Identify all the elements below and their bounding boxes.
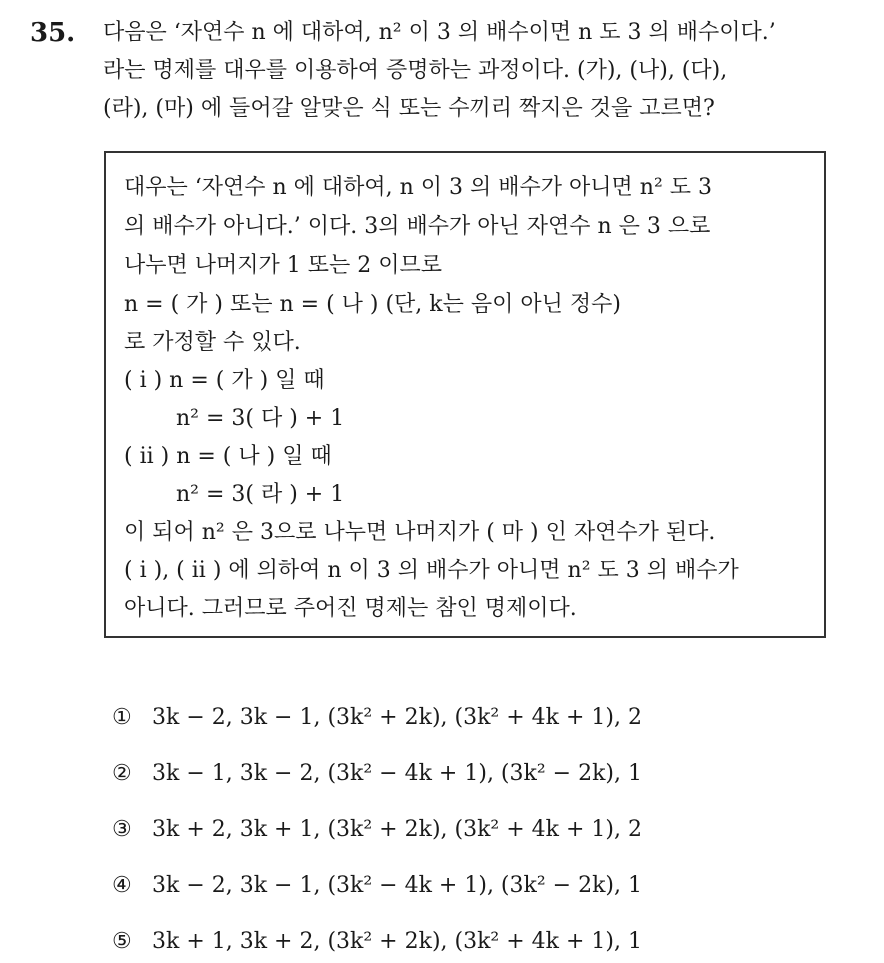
proof-equation: n² = 3( 다 ) + 1 [176,406,345,431]
answer-choice-4[interactable] [112,873,642,898]
proof-equation: n² = 3( 라 ) + 1 [176,482,345,507]
choice-text: 3k − 1, 3k − 2, (3k² − 4k + 1), (3k² − 2k), 1 [152,761,642,786]
choice-text: 3k − 2, 3k − 1, (3k² + 2k), (3k² + 4k + 1), 2 [152,705,642,730]
question-stem [103,14,873,128]
proof-line: 대우는 ‘자연수 n 에 대하여, n 이 3 의 배수가 아니면 n² 도 3 [124,175,713,200]
answer-choice-3[interactable] [112,817,642,842]
choice-number: ① [112,705,132,730]
question-line: 다음은 ‘자연수 n 에 대하여, n² 이 3 의 배수이면 n 도 3 의 배수이다.’ [103,20,776,45]
choice-text: 3k + 1, 3k + 2, (3k² + 2k), (3k² + 4k + 1), 1 [152,929,642,954]
proof-line: 나누면 나머지가 1 또는 2 이므로 [124,253,442,278]
answer-choice-1[interactable] [112,705,642,730]
proof-line: 의 배수가 아니다.’ 이다. 3의 배수가 아닌 자연수 n 은 3 으로 [124,214,711,239]
proof-case-ii: ( ii ) n = ( 나 ) 일 때 [124,444,332,469]
proof-line: ( i ), ( ii ) 에 의하여 n 이 3 의 배수가 아니면 n² 도 3 의 배수가 [124,558,739,583]
proof-line: 아니다. 그러므로 주어진 명제는 참인 명제이다. [124,596,577,621]
answer-choice-2[interactable] [112,761,642,786]
choice-text: 3k + 2, 3k + 1, (3k² + 2k), (3k² + 4k + 1), 2 [152,817,642,842]
proof-line: 이 되어 n² 은 3으로 나누면 나머지가 ( 마 ) 인 자연수가 된다. [124,520,716,545]
choice-number: ③ [112,817,132,842]
choice-number: ② [112,761,132,786]
proof-line: n = ( 가 ) 또는 n = ( 나 ) (단, k는 음이 아닌 정수) [124,292,621,317]
question-line: (라), (마) 에 들어갈 알맞은 식 또는 수끼리 짝지은 것을 고르면? [103,96,715,121]
answer-choice-5[interactable] [112,929,642,954]
proof-case-i: ( i ) n = ( 가 ) 일 때 [124,368,325,393]
choice-text: 3k − 2, 3k − 1, (3k² − 4k + 1), (3k² − 2k), 1 [152,873,642,898]
question-line: 라는 명제를 대우를 이용하여 증명하는 과정이다. (가), (나), (다), [103,58,728,83]
proof-line: 로 가정할 수 있다. [124,330,301,355]
choice-number: ⑤ [112,929,132,954]
choice-number: ④ [112,873,132,898]
question-number: 35. [30,18,76,48]
